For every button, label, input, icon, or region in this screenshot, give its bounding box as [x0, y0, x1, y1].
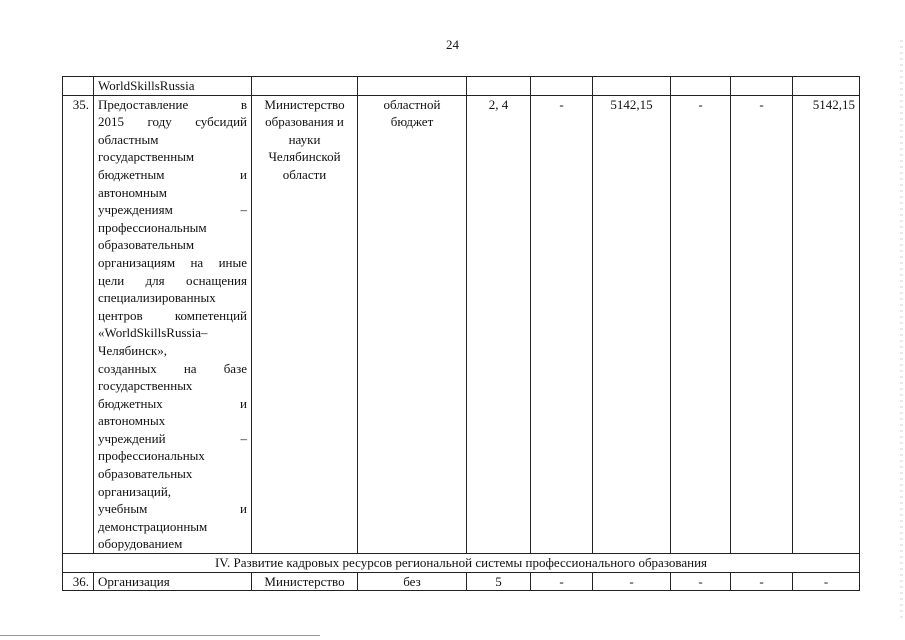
- funding-source: без: [358, 572, 467, 591]
- executor-line: науки: [288, 131, 321, 147]
- table-row-35: [63, 95, 860, 553]
- name-line: специализированных: [98, 290, 216, 306]
- value-2: 5142,15: [593, 95, 671, 553]
- source-line: бюджет: [390, 114, 434, 130]
- executor-line: образования и: [265, 114, 344, 130]
- source-line: областной: [383, 96, 441, 112]
- name-line: профессиональных: [98, 448, 205, 464]
- name-line: автономных: [98, 413, 166, 429]
- cell-total: [793, 77, 860, 96]
- section-title: IV. Развитие кадровых ресурсов региональной системы профессионального образования: [63, 554, 860, 573]
- activity-name: [94, 95, 252, 553]
- scan-edge-artifact: [900, 40, 903, 620]
- cell-indicator: [467, 77, 531, 96]
- value-3: -: [671, 95, 731, 553]
- value-1: -: [531, 95, 593, 553]
- name-line: Предоставление в: [98, 96, 247, 112]
- cell-executor: [252, 77, 358, 96]
- cell-value-4: [731, 77, 793, 96]
- name-line: образовательным: [98, 237, 195, 253]
- name-line: организаций,: [98, 483, 172, 499]
- executor-line: области: [282, 166, 327, 182]
- value-4: -: [731, 95, 793, 553]
- executor-line: Челябинской: [268, 149, 341, 165]
- executor: Министерство: [252, 572, 358, 591]
- table-row-36: [63, 572, 860, 591]
- value-2: -: [593, 572, 671, 591]
- name-line: Челябинск»,: [98, 342, 168, 358]
- funding-source: [358, 95, 467, 553]
- cell-num: [63, 77, 94, 96]
- name-line: учреждениям –: [98, 202, 247, 218]
- name-line: оборудованием: [98, 536, 183, 552]
- name-line: «WorldSkillsRussia–: [98, 325, 208, 341]
- name-line: демонстрационным: [98, 518, 208, 534]
- name-line: областным: [98, 131, 159, 147]
- name-line: учебным и: [98, 501, 247, 517]
- name-line: автономным: [98, 184, 167, 200]
- name-line: центров компетенций: [98, 307, 247, 323]
- cell-name: WorldSkillsRussia: [94, 77, 252, 96]
- executor: [252, 95, 358, 553]
- page-number: 24: [446, 37, 459, 52]
- cell-value-3: [671, 77, 731, 96]
- activity-name: Организация: [94, 572, 252, 591]
- name-line: организациям на иные: [98, 254, 247, 270]
- indicator: 5: [467, 572, 531, 591]
- name-line: образовательных: [98, 466, 193, 482]
- value-4: -: [731, 572, 793, 591]
- value-3: -: [671, 572, 731, 591]
- bottom-rule: [0, 635, 320, 636]
- name-line: созданных на базе: [98, 360, 247, 376]
- name-line: учреждений –: [98, 430, 247, 446]
- name-line: цели для оснащения: [98, 272, 247, 288]
- cell-value-1: [531, 77, 593, 96]
- row-number: 35.: [63, 95, 94, 553]
- row-number: 36.: [63, 572, 94, 591]
- total: 5142,15: [793, 95, 860, 553]
- name-line: бюджетным и: [98, 166, 247, 182]
- cell-source: [358, 77, 467, 96]
- executor-line: Министерство: [264, 96, 345, 112]
- cell-value-2: [593, 77, 671, 96]
- table-row-continued: [63, 77, 860, 96]
- total: -: [793, 572, 860, 591]
- name-line: государственным: [98, 149, 195, 165]
- name-line: 2015 году субсидий: [98, 114, 247, 130]
- section-header-row: [63, 554, 860, 573]
- value-1: -: [531, 572, 593, 591]
- name-line: государственных: [98, 378, 193, 394]
- name-line: профессиональным: [98, 219, 207, 235]
- program-table: [62, 76, 860, 591]
- indicator: 2, 4: [467, 95, 531, 553]
- name-line: бюджетных и: [98, 395, 247, 411]
